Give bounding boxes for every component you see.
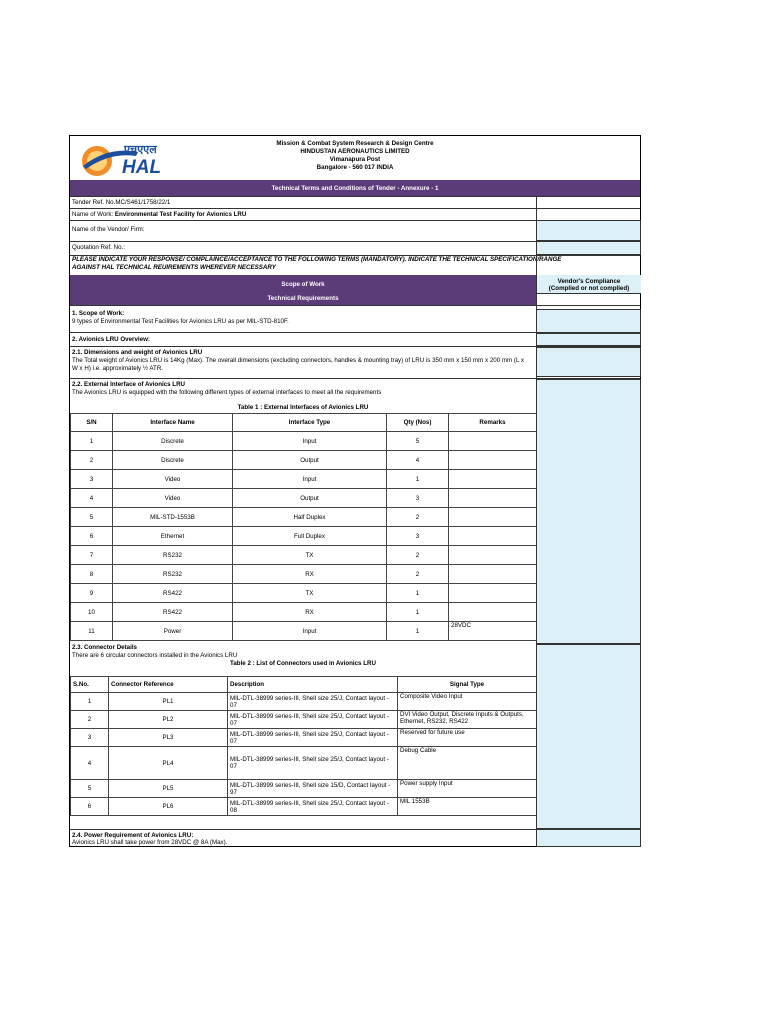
compliance-field-1[interactable] xyxy=(536,309,641,333)
table-row: 1 Discrete Input 5 xyxy=(71,432,537,451)
section-2-2-text: The Avionics LRU is equipped with the following different types of external interfaces to meet all the requirements xyxy=(72,389,382,396)
table-1-header-row xyxy=(71,414,537,432)
t1-header-sn: S/N xyxy=(71,414,113,432)
t2-header-description: Description xyxy=(228,677,398,693)
t2-header-connector-ref: Connector Reference xyxy=(109,677,228,693)
technical-requirements-band xyxy=(70,291,536,305)
t2-header-sno: S.No. xyxy=(71,677,109,693)
table-row: 7 RS232 TX 2 xyxy=(71,546,537,565)
scope-of-work-band xyxy=(70,275,536,291)
section-2-1-title: 2.1. Dimensions and weight of Avionics LRU xyxy=(72,349,203,356)
external-interfaces-table xyxy=(70,413,537,641)
table-row: 4 PL4 MIL-DTL-38999 series-III, Shell size 25/J, Contact layout - 07 Debug Cable xyxy=(71,747,537,780)
compliance-field-6[interactable] xyxy=(536,829,641,847)
org-line-2: HINDUSTAN AERONAUTICS LIMITED xyxy=(300,148,410,155)
t1-header-interface-name: Interface Name xyxy=(113,414,233,432)
compliance-field-2[interactable] xyxy=(536,333,641,346)
name-of-work-value: Environmental Test Facility for Avionics LRU xyxy=(114,211,247,218)
logo-hindi-text: एचएएल xyxy=(124,143,157,156)
section-2-2-title: 2.2. External Interface of Avionics LRU xyxy=(72,381,186,388)
table-row: 1 PL1 MIL-DTL-38999 series-III, Shell size 25/J, Contact layout - 07 Composite Video Input xyxy=(71,693,537,711)
t1-header-qty: Qty (Nos) xyxy=(387,414,449,432)
section-1-text: 9 types of Environmental Test Facilities for Avionics LRU as per MIL-STD-810F. xyxy=(72,318,289,325)
quotation-ref-field[interactable] xyxy=(536,241,641,255)
table-row: 6 Ethernet Full Duplex 3 xyxy=(71,527,537,546)
complied-note: (Complied or not complied) xyxy=(548,285,630,292)
quotation-ref-label: Quotation Ref. No.: xyxy=(72,244,125,251)
section-2-title: 2. Avionics LRU Overview: xyxy=(72,336,150,343)
table-row: 11 Power Input 1 28VDC xyxy=(71,622,537,641)
section-2-3-text: There are 6 circular connectors installed in the Avionics LRU xyxy=(72,652,238,659)
section-2-4-text: Avionics LRU shall take power from 28VDC @ 8A (Max). xyxy=(72,839,228,846)
table-row: 2 PL2 MIL-DTL-38999 series-III, Shell size 25/J, Contact layout - 07 DVI Video Output, Discrete Inputs & Outputs, Ethernet, RS232, RS422 xyxy=(71,711,537,729)
table-row: 4 Video Output 3 xyxy=(71,489,537,508)
tender-ref: Tender Ref. No.MC/S461/1758/22/1 xyxy=(72,199,171,206)
table-row: 9 RS422 TX 1 xyxy=(71,584,537,603)
table-row: 2 Discrete Output 4 xyxy=(71,451,537,470)
table-1-caption: Table 1 : External Interfaces of Avionics LRU xyxy=(237,404,369,411)
table-2-header-row xyxy=(71,677,537,693)
table-2-caption: Table 2 : List of Connectors used in Avionics LRU xyxy=(230,660,376,667)
t1-header-interface-type: Interface Type xyxy=(233,414,387,432)
annexure-title-band xyxy=(70,180,640,196)
vendor-name-label: Name of the Vendor/ Firm: xyxy=(72,226,145,233)
table-row: 8 RS232 RX 2 xyxy=(71,565,537,584)
logo-hal-text: HAL xyxy=(122,157,162,178)
table-row: 5 MIL-STD-1553B Half Duplex 2 xyxy=(71,508,537,527)
section-1-title: 1. Scope of Work: xyxy=(72,310,125,317)
t2-header-signal-type: Signal Type xyxy=(398,677,537,693)
table-row: 3 PL3 MIL-DTL-38999 series-III, Shell size 25/J, Contact layout - 07 Reserved for future use xyxy=(71,729,537,747)
org-line-3: Vimanapura Post xyxy=(329,156,381,163)
table-row: 10 RS422 RX 1 xyxy=(71,603,537,622)
vendor-name-field[interactable] xyxy=(536,220,641,241)
scope-of-work-title: Scope of Work xyxy=(281,281,325,288)
technical-requirements-title: Technical Requirements xyxy=(267,295,339,302)
table-row: 6 PL6 MIL-DTL-38999 series-III, Shell size 25/J, Contact layout - 08 MIL 1553B xyxy=(71,798,537,816)
vendor-compliance-title: Vendor's Compliance xyxy=(557,278,621,285)
t1-header-remarks: Remarks xyxy=(449,414,537,432)
name-of-work-label: Name of Work: xyxy=(72,211,115,218)
compliance-field-3[interactable] xyxy=(536,347,641,377)
annexure-title: Technical Terms and Conditions of Tender - Annexure - 1 xyxy=(271,185,439,192)
org-line-4: Bangalore - 560 017 INDIA xyxy=(316,164,394,171)
name-of-work xyxy=(72,211,246,218)
compliance-field-4[interactable] xyxy=(536,379,641,644)
section-2-1-text: The Total weight of Avionics LRU is 14Kg (Max). The overall dimensions (excluding connectors, handles & mounting tray) of LRU is 350 mm x 150 mm x 200 mm (L x W x H) i.e. approximately ½ ATR. xyxy=(72,357,524,372)
compliance-field-5[interactable] xyxy=(536,644,641,829)
table-row: 5 PL5 MIL-DTL-38999 series-III, Shell size 15/D, Contact layout - 97 Power supply Input xyxy=(71,780,537,798)
annexure-document xyxy=(69,135,641,847)
instruction-text: PLEASE INDICATE YOUR RESPONSE/ COMPLAINCE/ACCEPTANCE TO THE FOLLOWING TERMS (MANDATORY). INDICATE THE TECHNICAL SPECIFICATION/RANGE AGAINST HAL TECHNICAL REUIREMENTS WHEREVER NECESSARY xyxy=(72,256,562,271)
section-2-4-title: 2.4. Power Requirement of Avionics LRU: xyxy=(72,832,194,839)
table-row: 3 Video Input 1 xyxy=(71,470,537,489)
connectors-table xyxy=(70,676,537,816)
vendor-compliance-header xyxy=(536,275,641,293)
org-line-1: Mission & Combat System Research & Design Centre xyxy=(276,140,434,147)
section-2-3-title: 2.3. Connector Details xyxy=(72,644,137,651)
